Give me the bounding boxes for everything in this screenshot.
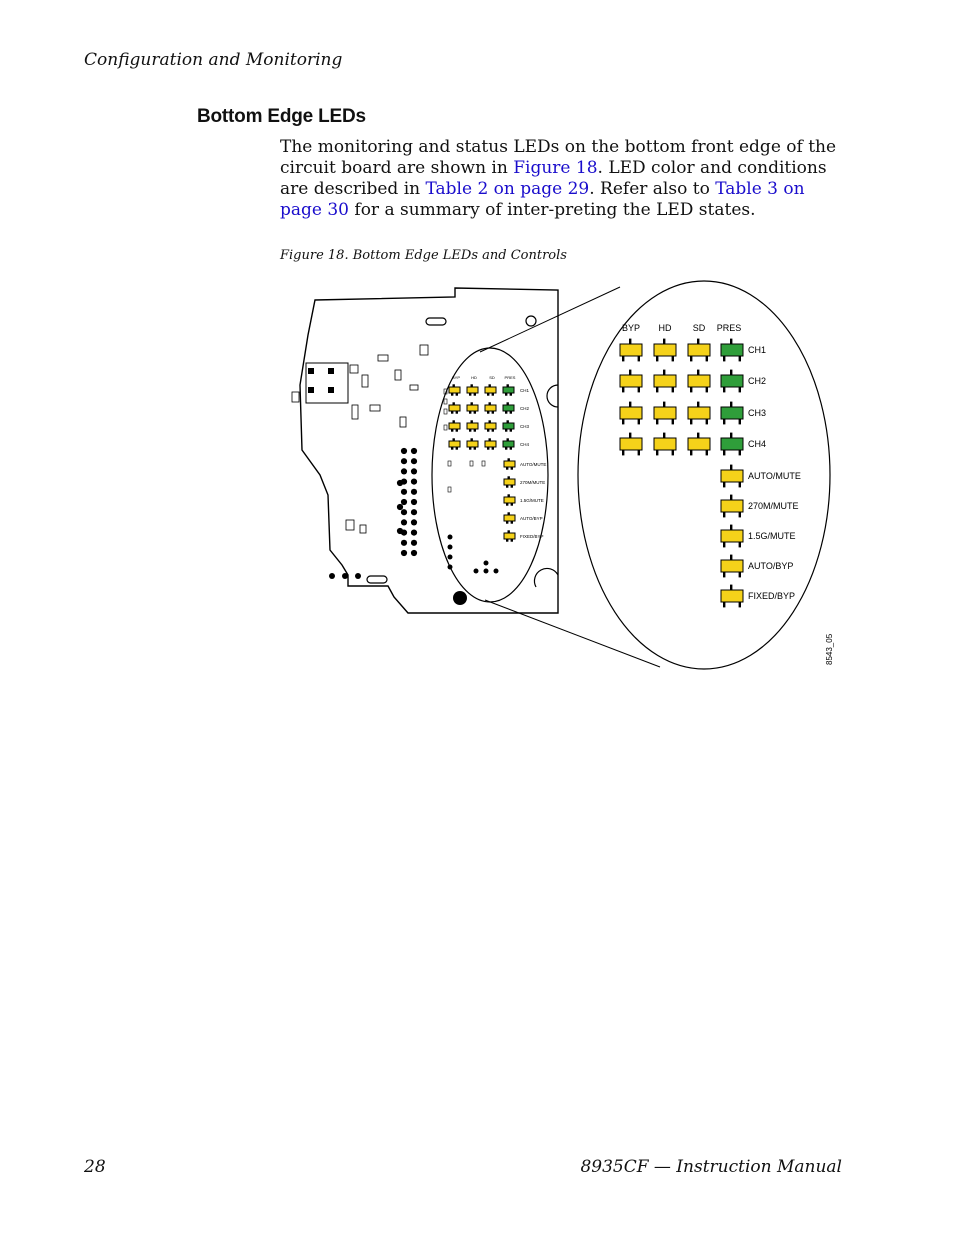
row-label-ch3: CH3 <box>748 408 767 418</box>
figure-id-label: 8543_05 <box>825 633 834 665</box>
figure-caption: Figure 18. Bottom Edge LEDs and Controls <box>280 248 567 263</box>
text-run: The monitoring and status LEDs on the bottom front edge of the circuit board are shown in <box>280 137 837 178</box>
column-label: HD <box>658 323 672 333</box>
section-heading: Bottom Edge LEDs <box>197 106 366 127</box>
figure-18-link[interactable]: Figure 18 <box>513 158 598 178</box>
status-label: 270M/MUTE <box>748 501 799 511</box>
body-paragraph <box>280 137 850 221</box>
board-status-label: AUTO/BYP <box>520 516 543 521</box>
status-label: 1.5G/MUTE <box>748 531 796 541</box>
column-label: SD <box>692 323 706 333</box>
board-row-label: CH1 <box>520 388 530 393</box>
table-2-link[interactable]: Table 2 on page 29 <box>425 179 590 199</box>
board-status-label: AUTO/MUTE <box>520 462 547 467</box>
running-header: Configuration and Monitoring <box>84 50 343 70</box>
row-label-ch2: CH2 <box>748 376 767 386</box>
page-number: 28 <box>84 1157 106 1177</box>
board-row-label: CH3 <box>520 424 530 429</box>
column-label: PRES <box>716 323 742 333</box>
led-figure <box>270 275 850 675</box>
text-run: . Refer also to <box>589 179 716 199</box>
board-row-label: CH4 <box>520 442 530 447</box>
board-row-label: CH2 <box>520 406 530 411</box>
circuit-board-outline <box>300 288 558 613</box>
board-status-label: FIXED/BYP <box>520 534 544 539</box>
board-column-label: BYP <box>451 375 461 380</box>
column-label: BYP <box>621 323 641 333</box>
row-label-ch1: CH1 <box>748 345 767 355</box>
board-column-label: PRES <box>504 375 516 380</box>
row-label-ch4: CH4 <box>748 439 767 449</box>
text-run: . LED color and conditions are described in <box>280 158 827 199</box>
status-label: FIXED/BYP <box>748 591 796 601</box>
board-column-label: HD <box>471 375 477 380</box>
board-status-label: 270M/MUTE <box>520 480 546 485</box>
table-3-link[interactable]: Table 3 on page 30 <box>280 179 805 220</box>
manual-title: 8935CF — Instruction Manual <box>580 1157 842 1177</box>
status-label: AUTO/MUTE <box>748 471 801 481</box>
text-run: for a summary of inter-preting the LED states. <box>349 200 756 220</box>
status-label: AUTO/BYP <box>748 561 794 571</box>
board-column-label: SD <box>489 375 495 380</box>
board-status-label: 1.5G/MUTE <box>520 498 544 503</box>
